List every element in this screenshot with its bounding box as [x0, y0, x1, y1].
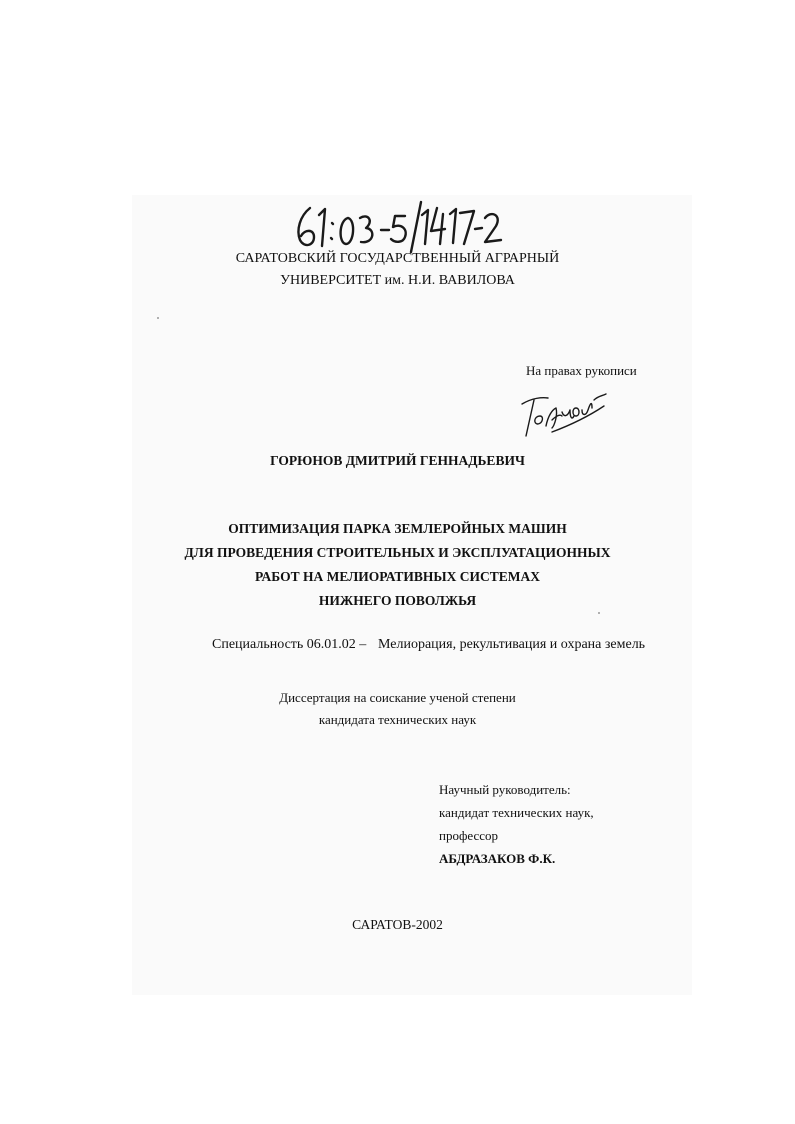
title-line-2: ДЛЯ ПРОВЕДЕНИЯ СТРОИТЕЛЬНЫХ И ЭКСПЛУАТАЦИОННЫХ — [184, 545, 611, 560]
specialty-label: Специальность 06.01.02 – — [212, 637, 367, 652]
scan-speck — [598, 612, 600, 614]
supervisor-rank: профессор — [439, 828, 499, 843]
supervisor-label: Научный руководитель: — [439, 782, 571, 797]
supervisor-name: АБДРАЗАКОВ Ф.К. — [439, 851, 556, 866]
university-line-1: САРАТОВСКИЙ ГОСУДАРСТВЕННЫЙ АГРАРНЫЙ — [235, 251, 560, 266]
university-line-2: УНИВЕРСИТЕТ им. Н.И. ВАВИЛОВА — [280, 273, 515, 288]
archive-code-handwriting — [292, 196, 507, 258]
city-year: САРАТОВ-2002 — [352, 917, 443, 932]
specialty-name: Мелиорация, рекультивация и охрана земель — [378, 637, 646, 652]
title-line-4: НИЖНЕГО ПОВОЛЖЬЯ — [318, 593, 477, 608]
title-line-3: РАБОТ НА МЕЛИОРАТИВНЫХ СИСТЕМАХ — [255, 569, 540, 584]
manuscript-rights: На правах рукописи — [526, 363, 637, 378]
dissertation-line-1: Диссертация на соискание ученой степени — [279, 690, 516, 705]
title-line-1: ОПТИМИЗАЦИЯ ПАРКА ЗЕМЛЕРОЙНЫХ МАШИН — [228, 521, 567, 536]
supervisor-degree: кандидат технических наук, — [439, 805, 594, 820]
author-signature — [518, 386, 610, 442]
author-name: ГОРЮНОВ ДМИТРИЙ ГЕННАДЬЕВИЧ — [270, 453, 525, 468]
scan-speck — [157, 317, 159, 319]
dissertation-line-2: кандидата технических наук — [318, 712, 477, 727]
